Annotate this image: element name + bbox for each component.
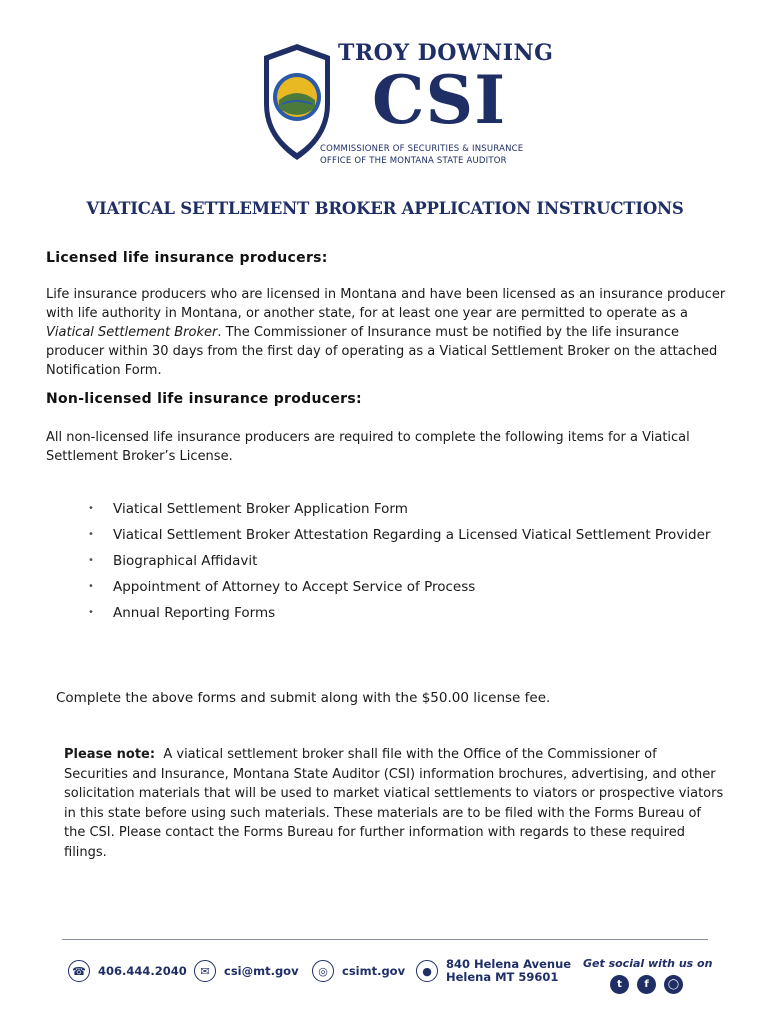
brand-abbrev: CSI (372, 61, 507, 139)
document-title: VIATICAL SETTLEMENT BROKER APPLICATION INSTRUCTIONS (86, 199, 684, 218)
section2-paragraph: All non-licensed life insurance producers are required to complete the following items for a Viatical Settlement Broker’s License. (46, 430, 690, 464)
phone-icon: ☎ (68, 960, 90, 982)
note-paragraph: Please note: A viatical settlement broker shall file with the Office of the Commissioner of Securities and Insurance, Montana State Auditor (CSI) information brochures, advertising, and other solicitation materials that will be used to market viatical settlements to viators or prospective viators in this state before using such materials. These materials are to be filed with the Forms Bureau of the CSI. Please contact the Forms Bureau for further information with regards to these required filings. (64, 747, 724, 860)
footer-divider (62, 939, 708, 940)
brand-subtitle-2: OFFICE OF THE MONTANA STATE AUDITOR (320, 156, 507, 166)
facebook-icon[interactable]: f (637, 975, 656, 994)
note-label: Please note: (64, 747, 156, 762)
list-item: • Viatical Settlement Broker Attestation Regarding a Licensed Viatical Settlement Provider (88, 522, 728, 548)
footer-phone[interactable]: ☎ 406.444.2040 (68, 960, 187, 982)
list-item: • Viatical Settlement Broker Application Form (88, 496, 728, 522)
brand-name: TROY DOWNING (338, 40, 554, 66)
location-pin-icon: ● (416, 960, 438, 982)
list-item: • Annual Reporting Forms (88, 600, 728, 626)
fee-text: Complete the above forms and submit along with the $50.00 license fee. (56, 690, 551, 706)
list-item: • Appointment of Attorney to Accept Service of Process (88, 574, 728, 600)
footer-website[interactable]: ◎ csimt.gov (312, 960, 405, 982)
instagram-icon[interactable]: ◯ (664, 975, 683, 994)
twitter-icon[interactable]: t (610, 975, 629, 994)
section1-heading: Licensed life insurance producers: (46, 250, 328, 266)
footer-email[interactable]: ✉ csi@mt.gov (194, 960, 299, 982)
globe-icon: ◎ (312, 960, 334, 982)
list-item: • Biographical Affidavit (88, 548, 728, 574)
required-items-list (88, 496, 728, 626)
brand-subtitle-1: COMMISSIONER OF SECURITIES & INSURANCE (320, 144, 524, 154)
social-label: Get social with us on (583, 957, 713, 970)
section1-paragraph: Life insurance producers who are licensed in Montana and have been licensed as an insurance producer with life authority in Montana, or another state, for at least one year are permitted to operate as a Viatical Settlement Broker. The Commissioner of Insurance must be notified by the life insurance producer within 30 days from the first day of operating as a Viatical Settlement Broker on the attached Notification Form. (46, 287, 726, 378)
section2-heading: Non-licensed life insurance producers: (46, 391, 362, 407)
footer-address: ● 840 Helena Avenue Helena MT 59601 (416, 958, 571, 984)
chat-icon: ✉ (194, 960, 216, 982)
